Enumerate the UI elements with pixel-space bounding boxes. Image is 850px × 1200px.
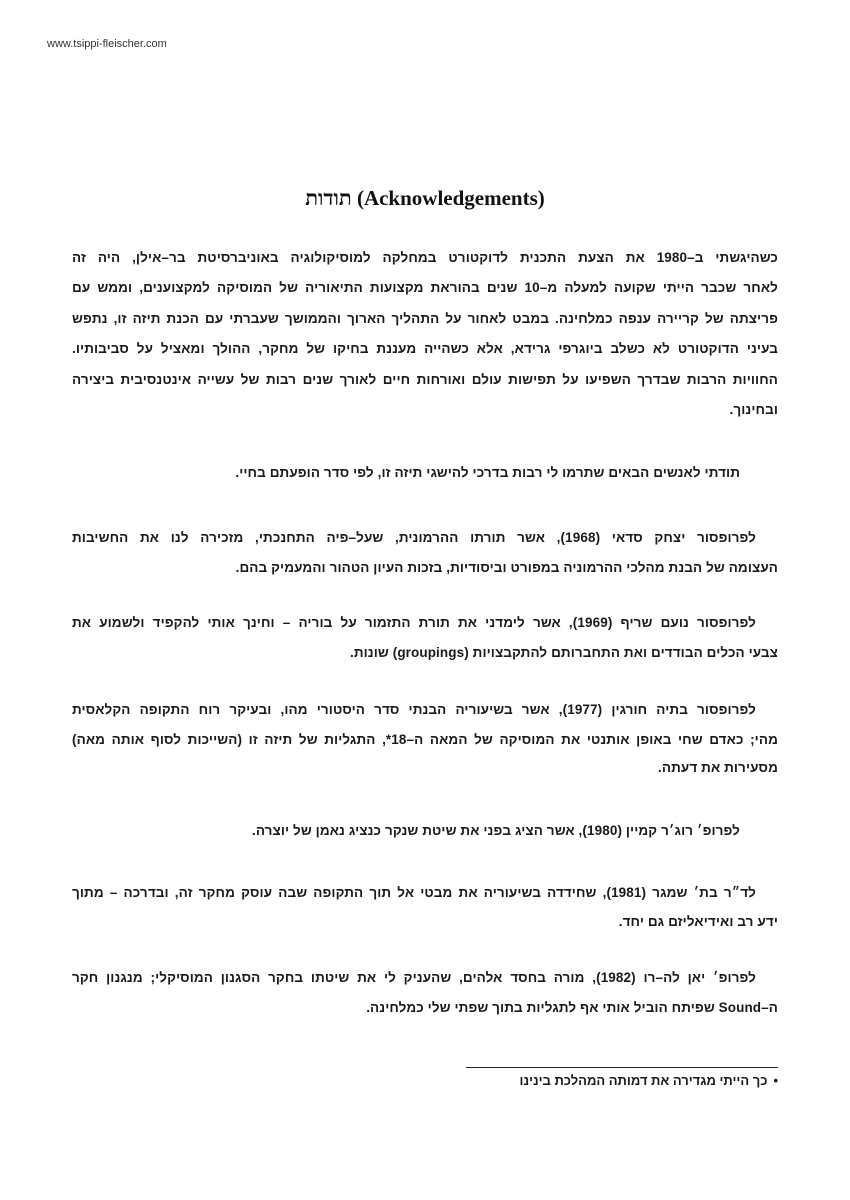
intro-line: כשהיגשתי ב–1980 את הצעת התכנית לדוקטורט במחלקה למוסיקולוגיה באוניברסיטת בר–אילן, היה זה (72, 250, 778, 265)
entry-line: לפרופ׳ רוג׳ר קמיין (1980), אשר הציג בפני את שיטת שנקר כנציג נאמן של יוצרה. (251, 823, 740, 838)
entry-line: לפרופ׳ יאן לה–רו (1982), מורה בחסד אלהים, שהעניק לי את שיטתו בחקר הסגנון המוסיקלי; מנגנון חקר (72, 970, 756, 985)
entry-line: לד״ר בת׳ שמגר (1981), שחידדה בשיעוריה את מבטי אל תוך התקופה שבה עוסק מחקר זה, ובדרכה – מתוך (72, 885, 756, 900)
footnote (520, 1073, 778, 1088)
entry-line: לפרופסור יצחק סדאי (1968), אשר תורתו ההרמונית, שעל–פיה התחנכתי, מזכירה לנו את החשיבות (72, 530, 756, 545)
website-url: www.tsippi-fleischer.com (47, 38, 167, 50)
page-title: תודות (Acknowledgements) (305, 186, 545, 210)
intro-line: ובחינוך. (729, 402, 778, 417)
intro-line: בעיני הדוקטורט לא כשלב ביוגרפי גרידא, אלא כשהייה מעננת בחיקו של מחקר, ההולך ומאציל על סביבותיו. (72, 341, 778, 356)
footnote-text: כך הייתי מגדירה את דמותה המהלכת בינינו (519, 1073, 768, 1088)
entry-line: ה–Sound שפיתח הוביל אותי אף לתגליות בתוך שפתי שלי כמלחינה. (366, 1000, 778, 1015)
footnote-divider (466, 1067, 778, 1068)
entry-line: מהי; כאדם שחי באופן אותנטי את המוסיקה של המאה ה–18*, התגליות של תיזה זו (השייכות לסוף אותה מאה) (72, 732, 778, 747)
entry-line: ידע רב ואידיאליזם גם יחד. (618, 914, 778, 929)
intro-line: החוויות הרבות שבדרך השפיעו על תפישות עולם ואורחות חיים לאורך שנים רבות של עשייה אינטנסיבית ביצירה (72, 372, 778, 387)
entry-line: לפרופסור בתיה חורגין (1977), אשר בשיעוריה הבנתי סדר היסטורי מהו, ובעיקר רוח התקופה הקלאסית (72, 702, 756, 717)
footnote-marker: • (773, 1073, 778, 1088)
entry-line: צבעי הכלים הבודדים ואת התחברותם להתקבצויות (groupings) שונות. (349, 645, 778, 660)
entry-line: מסעירות את דעתה. (658, 760, 778, 775)
entry-line: העצומה של הבנת מהלכי ההרמוניה במפורט וביסודיות, בזכות העיון הטהור והמעמיק בהם. (235, 560, 778, 575)
entry-line: לפרופסור נועם שריף (1969), אשר לימדני את תורת התזמור על בוריה – וחינך אותי להקפיד ולשמוע את (72, 615, 757, 630)
intro-line: לאחר שכבר הייתי שקועה למעלה מ–10 שנים בהוראת מקצועות התיאוריה של המוסיקה למקצוענים, וממש עם (72, 280, 778, 295)
intro-line: פריצתה של קריירה ענפה כמלחינה. במבט לאחור על התהליך הארוך והממושך שעברתי עם הכנת תיזה זו, נתפש (72, 311, 778, 326)
thanks-line: תודתי לאנשים הבאים שתרמו לי רבות בדרכי להישגי תיזה זו, לפי סדר הופעתם בחיי. (235, 465, 740, 480)
